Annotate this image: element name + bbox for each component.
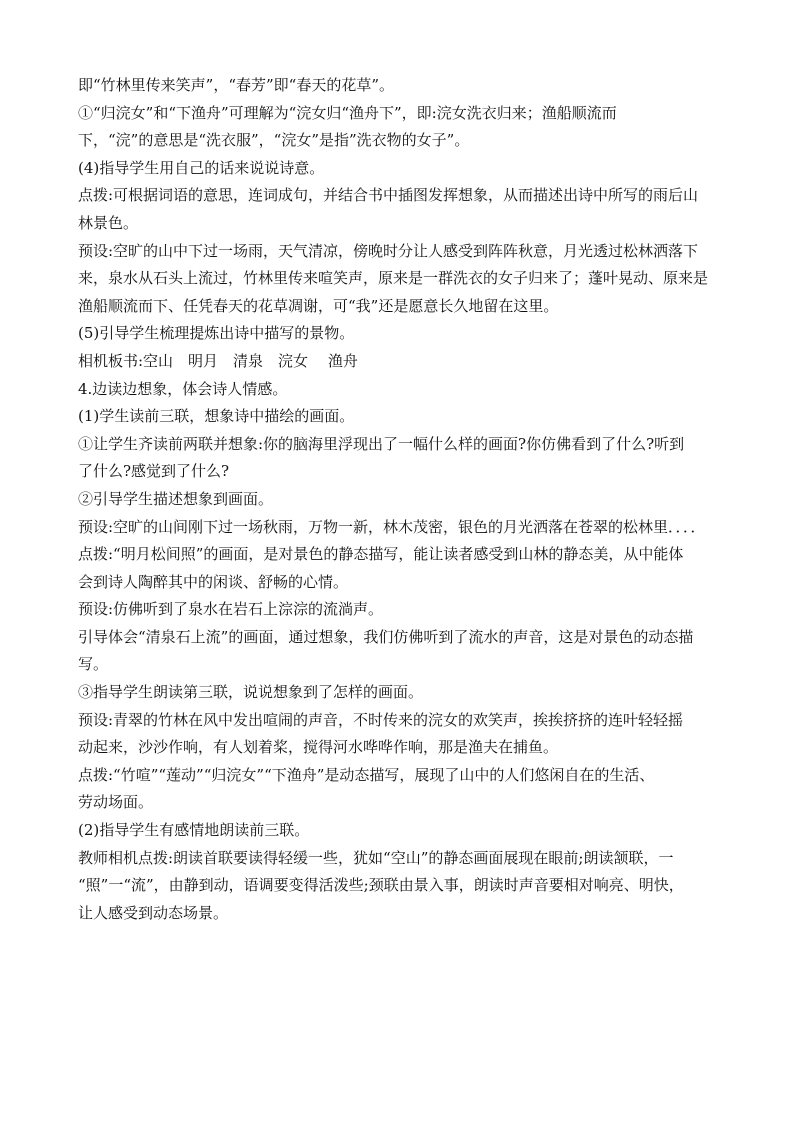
text-line: 引导体会“清泉石上流”的画面，通过想象，我们仿佛听到了流水的声音，这是对景色的动态描	[78, 627, 694, 646]
text-line: 预设:空旷的山间刚下过一场秋雨，万物一新，林木茂密，银色的月光洒落在苍翠的松林里．．．．	[78, 517, 706, 536]
text-line: 动起来，沙沙作响，有人划着桨，搅得河水哗哗作响，那是渔夫在捕鱼。	[78, 738, 559, 757]
text-line: 4.边读边想象，体会诗人情感。	[78, 379, 288, 398]
text-line: 林景色。	[78, 213, 139, 232]
text-line: 点拨:“明月松间照”的画面，是对景色的静态描写，能让读者感受到山林的静态美，从中能体	[78, 545, 684, 564]
text-line: 预设:青翠的竹林在风中发出喧闹的声音，不时传来的浣女的欢笑声，挨挨挤挤的连叶轻轻摇	[78, 710, 684, 729]
text-line: ①让学生齐读前两联并想象:你的脑海里浮现出了一幅什么样的画面?你仿佛看到了什么?听到	[78, 434, 685, 453]
text-line: (1)学生读前三联，想象诗中描绘的画面。	[78, 407, 355, 426]
text-line: 下，“浣”的意思是“洗衣服”，“浣女”是指”洗衣物的女子”。	[78, 131, 470, 150]
text-line: ③指导学生朗读第三联，说说想象到了怎样的画面。	[78, 683, 424, 702]
text-line: 点拨:可根据词语的意思，连词成句，并结合书中插图发挥想象，从而描述出诗中所写的雨后山	[78, 186, 699, 205]
text-line: “照”一“流”，由静到动，语调要变得活泼些;颈联由景入事，朗读时声音要相对响亮、明快，	[78, 876, 684, 895]
text-line: 会到诗人陶醉其中的闲谈、舒畅的心情。	[78, 572, 349, 591]
text-line: 了什么?感觉到了什么?	[78, 462, 230, 481]
text-line: 点拨:“竹喧”“莲动”“归浣女”“下渔舟”是动态描写，展现了山中的人们悠闲自在的生活、	[78, 765, 655, 784]
text-line: (5)引导学生梳理提炼出诗中描写的景物。	[78, 324, 355, 343]
text-line: 让人感受到动态场景。	[78, 903, 229, 922]
text-line: 相机板书:空山 明月 清泉 浣女 渔舟	[78, 351, 358, 370]
document-page	[78, 72, 728, 927]
text-line: ②引导学生描述想象到画面。	[78, 489, 274, 508]
text-line: 劳动场面。	[78, 793, 154, 812]
text-line: 预设:空旷的山中下过一场雨，天气清凉，傍晚时分让人感受到阵阵秋意，月光透过松林洒落下	[78, 241, 699, 260]
text-line: 教师相机点拨:朗读首联要读得轻缓一些，犹如“空山”的静态画面展现在眼前;朗读颔联，一	[78, 848, 674, 867]
text-line: 即“竹林里传来笑声”，“春芳”即“春天的花草”。	[78, 76, 395, 94]
text-line: ①“归浣女”和“下渔舟”可理解为“浣女归“渔舟下”，即:浣女洗衣归来；渔船顺流而	[78, 103, 617, 122]
text-line: 写。	[78, 655, 109, 674]
text-line: (2)指导学生有感情地朗读前三联。	[78, 821, 310, 840]
text-line: 渔船顺流而下、任凭春天的花草凋谢，可“我”还是愿意长久地留在这里。	[78, 296, 559, 315]
text-line: 预设:仿佛听到了泉水在岩石上淙淙的流淌声。	[78, 600, 384, 619]
text-line: 来，泉水从石头上流过，竹林里传来喧笑声，原来是一群洗衣的女子归来了；蓬叶晃动、原来是	[78, 269, 709, 288]
text-line: (4)指导学生用自己的话来说说诗意。	[78, 158, 325, 177]
